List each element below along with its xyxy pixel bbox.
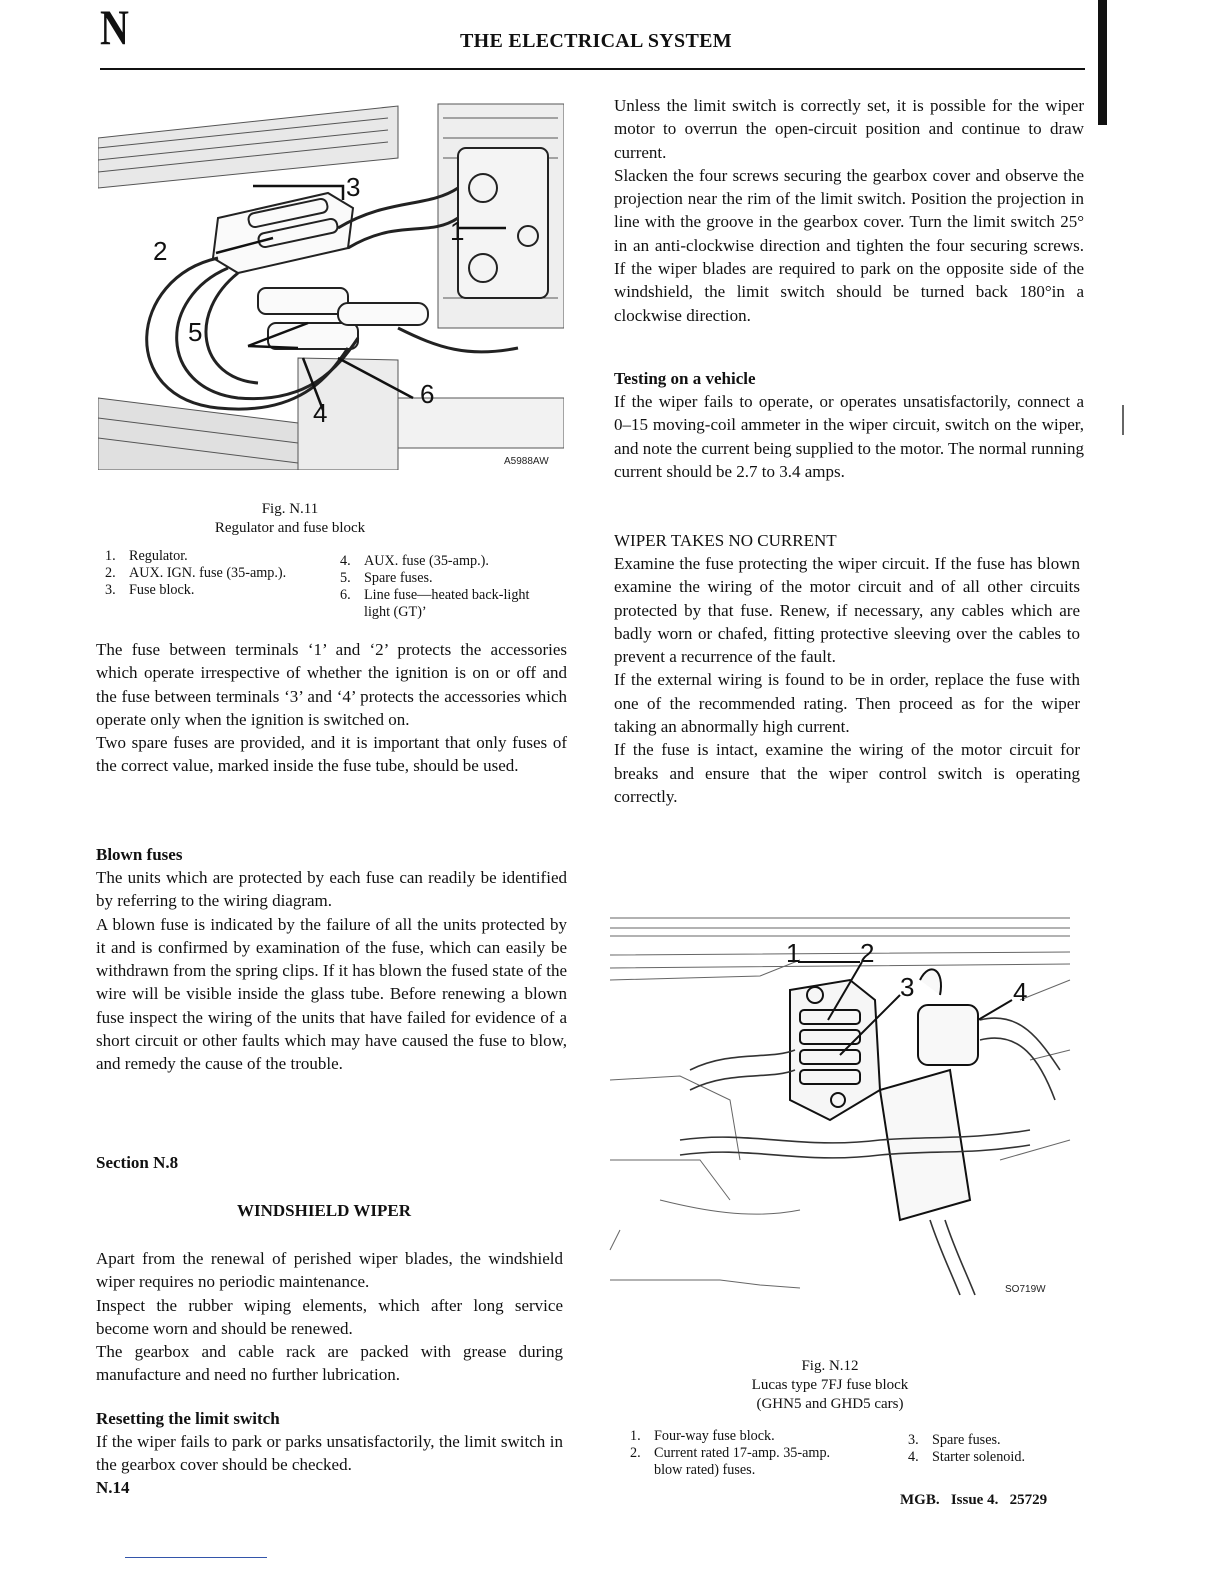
fuse-block-7fj-drawing (600, 900, 1075, 1300)
figure-n11-legend-col2 (340, 553, 565, 621)
legend-item: 4. AUX. fuse (35-amp.). (340, 553, 489, 569)
no-current-paragraph-2: If the external wiring is found to be in order, replace the fuse with one of the recommended rating. Then proceed as for the wiper taking an abnormally high current. (614, 670, 1080, 737)
no-current-paragraph-1: Examine the fuse protecting the wiper circuit. If the fuse has blown examine the wiring of the motor circuit and of all other circuits protected by that fuse. Renew, if necessary, any cables which are badly worn or chafed, fitting protective sleeving over the cables to prevent a recurrence of the fault. (614, 554, 1080, 667)
regulator-fuse-block-drawing (98, 98, 564, 470)
limit-switch-paragraph-1: Unless the limit switch is correctly set, it is possible for the wiper motor to overrun the open-circuit position and continue to draw current. (614, 96, 1084, 162)
figure-n12-number: Fig. N.12 (801, 1358, 859, 1374)
testing-paragraph: If the wiper fails to operate, or operates unsatisfactorily, connect a 0–15 moving-coil ammeter in the wiper circuit, switch on the wiper, and note the current being supplied to the motor. The normal running current should be 2.7 to 3.4 amps. (614, 392, 1084, 481)
figure-n12-legend-col1 (630, 1428, 850, 1479)
callout-2: 2 (153, 236, 168, 266)
page-edge-bar (1098, 0, 1107, 125)
wiper-paragraph-3: The gearbox and cable rack are packed with grease during manufacture and need no further lubrication. (96, 1342, 563, 1385)
legend-item: 3. Fuse block. (105, 582, 195, 598)
blown-fuses-section (96, 844, 567, 1076)
no-current-heading: WIPER TAKES NO CURRENT (614, 531, 837, 550)
callout-2: 2 (860, 938, 875, 968)
legend-item: 2. Current rated 17-amp. 35-amp. blow rated) fuses. (630, 1445, 831, 1478)
no-current-section (614, 530, 1080, 808)
callout-1: 1 (450, 216, 465, 246)
figure-n12-cars: (GHN5 and GHD5 cars) (756, 1396, 904, 1412)
figure-n11-legend-col1 (105, 548, 325, 599)
left-column-top (96, 638, 567, 778)
section-label: Section N.8 (96, 1153, 179, 1172)
figure-n12-illustration (600, 900, 1075, 1300)
figure-n12-subtitle: Lucas type 7FJ fuse block (751, 1377, 909, 1393)
figure-n12-caption (690, 1357, 970, 1414)
section-letter: N (100, 0, 129, 55)
figure-n11-title: Regulator and fuse block (214, 520, 366, 536)
no-current-paragraph-3: If the fuse is intact, examine the wiring of the motor circuit for breaks and ensure that the wiper control switch is operating correctly. (614, 740, 1080, 806)
figure-n12-code: SO719W (1005, 1284, 1046, 1295)
legend-item: 4. Starter solenoid. (908, 1449, 1025, 1465)
blown-fuses-paragraph-1: The units which are protected by each fuse can readily be identified by referring to the wiring diagram. (96, 868, 567, 911)
right-column-top (614, 94, 1084, 327)
callout-4: 4 (313, 398, 328, 428)
resetting-paragraph: If the wiper fails to park or parks unsatisfactorily, the limit switch in the gearbox cover should be checked. (96, 1432, 563, 1475)
page-title: THE ELECTRICAL SYSTEM (460, 30, 732, 52)
callout-3: 3 (346, 172, 361, 202)
windshield-wiper-heading: WINDSHIELD WIPER (237, 1201, 411, 1220)
testing-section (614, 368, 1084, 483)
figure-n11-caption (100, 500, 480, 538)
page-number: N.14 (96, 1478, 130, 1497)
resetting-heading: Resetting the limit switch (96, 1409, 280, 1428)
blown-fuses-paragraph-2: A blown fuse is indicated by the failure of all the units protected by it and is confirmed by examination of the fuse, which can easily be withdrawn from the spring clips. If it has blown the fused state of the wire will be visible inside the glass tube. Before renewing a blown fuse inspect the wiring of the units that have failed for evidence of a short circuit or other faults which may have caused the fuse to blow, and remedy the cause of the trouble. (96, 914, 567, 1074)
figure-n11-code: A5988AW (504, 456, 549, 467)
legend-item: 3. Spare fuses. (908, 1432, 1001, 1448)
callout-5: 5 (188, 317, 203, 347)
legend-item: 2. AUX. IGN. fuse (35-amp.). (105, 565, 287, 581)
callout-4: 4 (1013, 977, 1028, 1007)
legend-item: 6. Line fuse—heated back-light light (GT)’ (340, 587, 530, 620)
footer-issue: MGB. Issue 4. 25729 (900, 1492, 1048, 1508)
legend-item: 5. Spare fuses. (340, 570, 433, 586)
figure-n11-number: Fig. N.11 (261, 501, 319, 517)
figure-n11-illustration (98, 98, 564, 470)
figure-n12-legend-col2 (908, 1432, 1068, 1466)
blown-fuses-heading: Blown fuses (96, 845, 183, 864)
wiper-paragraph-1: Apart from the renewal of perished wiper blades, the windshield wiper requires no periodic maintenance. (96, 1249, 563, 1292)
legend-item: 1. Four-way fuse block. (630, 1428, 775, 1444)
wiper-paragraph-2: Inspect the rubber wiping elements, which after long service become worn and should be renewed. (96, 1295, 563, 1338)
testing-heading: Testing on a vehicle (614, 369, 756, 388)
header-rule (100, 68, 1085, 70)
fuse-terminals-paragraph: The fuse between terminals ‘1’ and ‘2’ protects the accessories which operate irrespective of whether the ignition is on or off and the fuse between terminals ‘3’ and ‘4’ protects the accessories which operate only when the ignition is switched on. (96, 640, 567, 729)
windshield-wiper-section (96, 1247, 563, 1387)
footer-rule (125, 1557, 267, 1558)
callout-3: 3 (900, 972, 915, 1002)
page-edge-mark (1122, 405, 1124, 435)
limit-switch-paragraph-2: Slacken the four screws securing the gearbox cover and observe the projection near the rim of the limit switch. Position the projection in line with the groove in the gearbox cover. Turn the limit switch 25° in an anti-clockwise direction and tighten the four securing screws. If the wiper blades are required to park on the opposite side of the windshield, the limit switch should be turned back 180°in a clockwise direction. (614, 165, 1084, 325)
legend-item: 1. Regulator. (105, 548, 188, 564)
resetting-limit-switch-section (96, 1408, 563, 1477)
callout-1: 1 (786, 938, 801, 968)
callout-6: 6 (420, 379, 435, 409)
spare-fuses-paragraph: Two spare fuses are provided, and it is important that only fuses of the correct value, marked inside the fuse tube, should be used. (96, 733, 567, 776)
